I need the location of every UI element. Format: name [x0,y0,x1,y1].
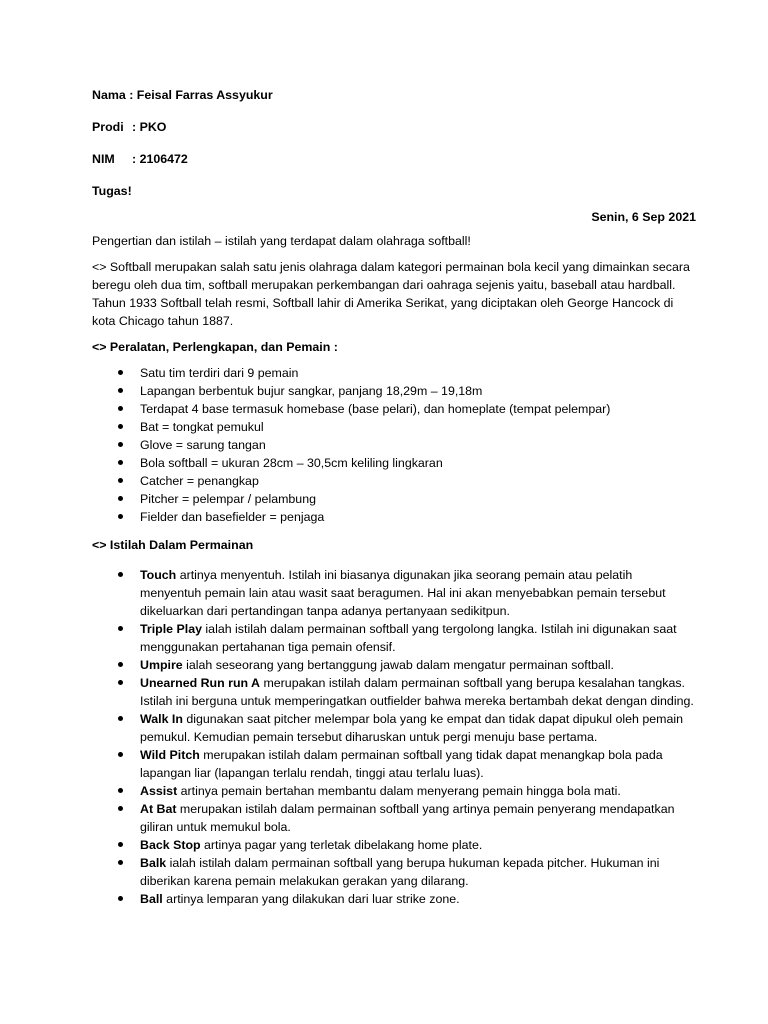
term-description: digunakan saat pitcher melempar bola yang ke empat dan tidak dapat dipukul oleh pemain pemukul. Kemudian pemain tersebut diharuskan untuk pergi menuju base pertama. [140,712,684,744]
list-item-text: Pitcher = pelempar / pelambung [140,492,316,506]
list-item-text: Lapangan berbentuk bujur sangkar, panjang 18,29m – 19,18m [140,384,483,398]
list-item [92,674,696,710]
bullet-icon [118,370,123,375]
list-item [92,710,696,746]
term-description: artinya menyentuh. Istilah ini biasanya digunakan jika seorang pemain atau pelatih menyentuh pemain lain atau wasit saat beragumen. Hal ini akan menyebabkan pemain tersebut dikeluarkan dari pertandingan tanpa adanya pertanyaan sedikitpun. [140,568,666,618]
term-description: ialah seseorang yang bertanggung jawab dalam mengatur permainan softball. [182,658,614,672]
list-item [92,656,696,674]
bullet-icon [118,716,123,721]
list-item-text: Bat = tongkat pemukul [140,420,264,434]
bullet-icon [118,788,123,793]
bullet-icon [118,626,123,631]
term-name: Ball [140,892,163,906]
list-item [92,854,696,890]
term-description: merupakan istilah dalam permainan softball yang tidak dapat menangkap bola pada lapangan liar (lapangan terlalu rendah, tinggi atau terlalu luas). [140,748,663,780]
list-item [92,890,696,908]
prodi-line [92,118,696,136]
list-item [92,746,696,782]
bullet-icon [118,388,123,393]
bullet-icon [118,896,123,901]
list-item-text: Terdapat 4 base termasuk homebase (base pelari), dan homeplate (tempat pelempar) [140,402,611,416]
list-item [92,782,696,800]
intro-paragraph: <> Softball merupakan salah satu jenis olahraga dalam kategori permainan bola kecil yang dimainkan secara beregu oleh dua tim, softball merupakan perkembangan dari oahraga sejenis yaitu, baseball atau hardball. Tahun 1933 Softball telah resmi, Softball lahir di Amerika Serikat, yang diciptakan oleh George Hancock di kota Chicago tahun 1887. [92,260,690,328]
name-line [92,86,696,104]
list-item [92,508,696,526]
list-item [92,418,696,436]
term-description: ialah istilah dalam permainan softball yang berupa hukuman kepada pitcher. Hukuman ini diberikan karena pemain melakukan gerakan yang dilarang. [140,856,660,888]
tugas-heading: Tugas! [92,184,132,198]
list-item-text: Catcher = penangkap [140,474,259,488]
list-item-text: Satu tim terdiri dari 9 pemain [140,366,299,380]
bullet-icon [118,752,123,757]
term-name: Back Stop [140,838,201,852]
section-equipment-title: <> Peralatan, Perlengkapan, dan Pemain : [92,340,338,354]
bullet-icon [118,478,123,483]
bullet-icon [118,424,123,429]
list-item [92,490,696,508]
terms-list [92,566,696,908]
term-name: Balk [140,856,167,870]
prodi-label: Prodi [92,120,124,134]
list-item [92,454,696,472]
list-item [92,620,696,656]
list-item [92,472,696,490]
list-item [92,382,696,400]
bullet-icon [118,406,123,411]
term-description: artinya lemparan yang dilakukan dari luar strike zone. [162,892,460,906]
term-name: Umpire [140,658,183,672]
list-item [92,800,696,836]
term-name: Wild Pitch [140,748,200,762]
intro-title: Pengertian dan istilah – istilah yang terdapat dalam olahraga softball! [92,234,471,248]
bullet-icon [118,662,123,667]
bullet-icon [118,442,123,447]
bullet-icon [118,680,123,685]
term-description: merupakan istilah dalam permainan softball yang artinya pemain penyerang mendapatkan giliran untuk memukul bola. [140,802,675,834]
bullet-icon [118,496,123,501]
bullet-icon [118,842,123,847]
list-item [92,400,696,418]
term-name: Assist [140,784,178,798]
term-description: artinya pemain bertahan membantu dalam menyerang pemain hingga bola mati. [177,784,621,798]
term-name: Walk In [140,712,183,726]
term-name: At Bat [140,802,177,816]
list-item [92,566,696,620]
prodi-value: : PKO [132,120,167,134]
term-description: ialah istilah dalam permainan softball yang tergolong langka. Istilah ini digunakan saat menggunakan pertahanan tiga pemain ofensif. [140,622,677,654]
nim-line [92,150,696,168]
list-item-text: Fielder dan basefielder = penjaga [140,510,325,524]
term-description: merupakan istilah dalam permainan softball yang berupa kesalahan tangkas. Istilah ini berguna untuk memperingatkan outfielder bahwa mereka bertambah dekat dengan dinding. [140,676,694,708]
list-item [92,836,696,854]
bullet-icon [118,572,123,577]
equipment-list [92,364,696,526]
bullet-icon [118,860,123,865]
bullet-icon [118,806,123,811]
term-description: artinya pagar yang terletak dibelakang home plate. [200,838,483,852]
list-item [92,364,696,382]
list-item-text: Bola softball = ukuran 28cm – 30,5cm keliling lingkaran [140,456,443,470]
section-terms-title: <> Istilah Dalam Permainan [92,538,254,552]
nim-value: : 2106472 [132,152,188,166]
list-item [92,436,696,454]
name-value: Feisal Farras Assyukur [136,88,273,102]
document-date: Senin, 6 Sep 2021 [591,210,696,224]
term-name: Triple Play [140,622,202,636]
bullet-icon [118,460,123,465]
term-name: Touch [140,568,177,582]
term-name: Unearned Run run A [140,676,261,690]
name-label: Nama : [92,88,134,102]
bullet-icon [118,514,123,519]
list-item-text: Glove = sarung tangan [140,438,266,452]
nim-label: NIM [92,152,115,166]
